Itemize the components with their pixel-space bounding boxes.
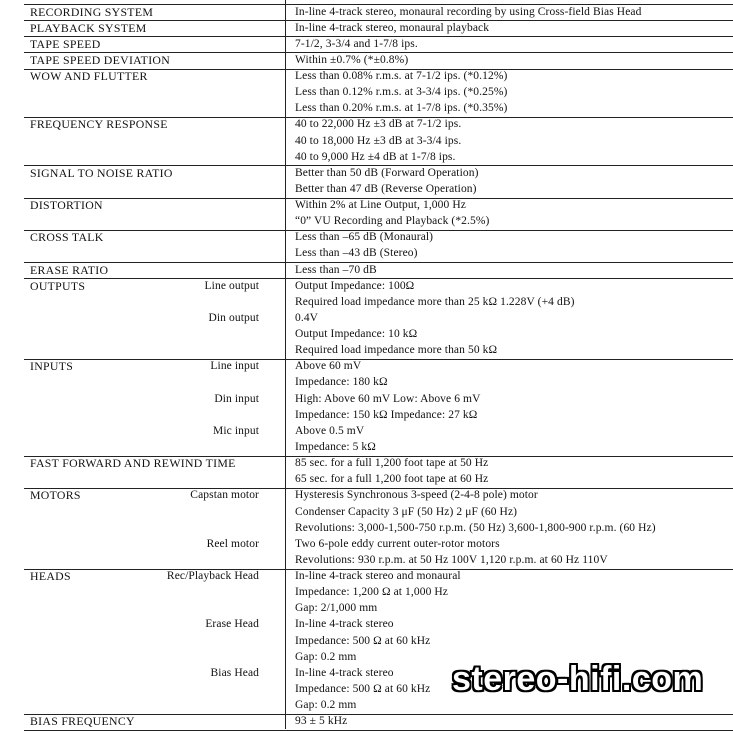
spec-label: FAST FORWARD AND REWIND TIME [30,456,236,471]
spec-value: Impedance: 500 Ω at 60 kHz [295,634,431,647]
spec-value: 40 to 18,000 Hz ±3 dB at 3-3/4 ips. [295,134,462,147]
spec-value: Better than 47 dB (Reverse Operation) [295,182,477,195]
spec-sublabel: Bias Head [210,666,259,679]
spec-value: Output Impedance: 10 kΩ [295,328,418,341]
spec-value: Above 60 mV [295,360,362,373]
spec-value: In-line 4-track stereo [295,666,394,679]
spec-value: Two 6-pole eddy current outer-rotor motors [295,537,500,550]
spec-value: 7-1/2, 3-3/4 and 1-7/8 ips. [295,37,418,50]
spec-value: Less than –43 dB (Stereo) [295,247,418,260]
spec-value: 40 to 9,000 Hz ±4 dB at 1-7/8 ips. [295,150,456,163]
column-divider [285,0,286,729]
spec-value: Less than –65 dB (Monaural) [295,231,434,244]
spec-sublabel: Din output [208,311,259,324]
spec-value: 85 sec. for a full 1,200 foot tape at 50 Hz [295,457,489,470]
spec-value: Less than –70 dB [295,263,377,276]
spec-value: Hysteresis Synchronous 3-speed (2-4-8 pole) motor [295,489,538,502]
spec-label: CROSS TALK [30,230,104,245]
spec-sublabel: Line input [210,360,259,373]
spec-value: Impedance: 500 Ω at 60 kHz [295,682,431,695]
spec-sublabel: Erase Head [205,618,259,631]
row-border [24,262,733,263]
spec-sublabel: Reel motor [206,537,259,550]
spec-label: INPUTS [30,359,74,374]
spec-value: Revolutions: 3,000-1,500-750 r.p.m. (50 Hz) 3,600-1,800-900 r.p.m. (60 Hz) [295,521,656,534]
spec-value: Within ±0.7% (*±0.8%) [295,53,409,66]
spec-value: Output Impedance: 100Ω [295,279,415,292]
spec-value: 40 to 22,000 Hz ±3 dB at 7-1/2 ips. [295,118,462,131]
spec-label: OUTPUTS [30,278,86,293]
spec-value: Required load impedance more than 25 kΩ 1.228V (+4 dB) [295,295,575,308]
spec-value: 93 ± 5 kHz [295,715,348,728]
spec-value: Better than 50 dB (Forward Operation) [295,166,479,179]
spec-label: PLAYBACK SYSTEM [30,20,147,35]
spec-value: In-line 4-track stereo, monaural recording by using Cross-field Bias Head [295,5,642,18]
spec-value: Within 2% at Line Output, 1,000 Hz [295,199,466,212]
spec-label: FREQUENCY RESPONSE [30,117,168,132]
spec-label: TAPE SPEED [30,36,101,51]
watermark: stereo-hifi.com [452,660,704,698]
spec-value: High: Above 60 mV Low: Above 6 mV [295,392,481,405]
spec-sublabel: Din input [214,392,259,405]
row-border [24,359,733,360]
spec-value: 65 sec. for a full 1,200 foot tape at 60 Hz [295,473,489,486]
spec-value: Above 0.5 mV [295,424,365,437]
spec-value: Less than 0.12% r.m.s. at 3-3/4 ips. (*0.25%) [295,86,508,99]
spec-value: Required load impedance more than 50 kΩ [295,344,498,357]
spec-sublabel: Line output [204,279,259,292]
spec-label: WOW AND FLUTTER [30,69,148,84]
spec-value: Impedance: 1,200 Ω at 1,000 Hz [295,586,449,599]
spec-value: In-line 4-track stereo and monaural [295,570,461,583]
spec-value: Impedance: 180 kΩ [295,376,388,389]
spec-label: TAPE SPEED DEVIATION [30,52,171,67]
spec-value: 0.4V [295,311,319,324]
spec-label: DISTORTION [30,198,103,213]
spec-value: Impedance: 5 kΩ [295,441,376,453]
spec-label: ERASE RATIO [30,262,109,277]
spec-value: “0” VU Recording and Playback (*2.5%) [295,215,490,228]
spec-sublabel: Mic input [213,424,259,437]
spec-value: Gap: 0.2 mm [295,699,357,712]
spec-value: Impedance: 150 kΩ Impedance: 27 kΩ [295,408,478,421]
spec-value: Revolutions: 930 r.p.m. at 50 Hz 100V 1,120 r.p.m. at 60 Hz 110V [295,553,608,566]
spec-label: MOTORS [30,488,81,503]
spec-label: SIGNAL TO NOISE RATIO [30,165,173,180]
spec-value: In-line 4-track stereo, monaural playback [295,21,490,34]
spec-value: In-line 4-track stereo [295,618,394,631]
spec-label: BIAS FREQUENCY [30,714,135,729]
spec-label: RECORDING SYSTEM [30,4,154,19]
spec-value: Condenser Capacity 3 μF (50 Hz) 2 μF (60 Hz) [295,505,518,518]
spec-value: Less than 0.20% r.m.s. at 1-7/8 ips. (*0.35%) [295,102,508,115]
spec-label: HEADS [30,569,71,584]
spec-sublabel: Capstan motor [190,489,259,502]
spec-value: Gap: 0.2 mm [295,650,357,663]
spec-sublabel: Rec/Playback Head [166,570,259,583]
spec-value: Gap: 2/1,000 mm [295,602,378,615]
spec-value: Less than 0.08% r.m.s. at 7-1/2 ips. (*0.12%) [295,70,508,83]
